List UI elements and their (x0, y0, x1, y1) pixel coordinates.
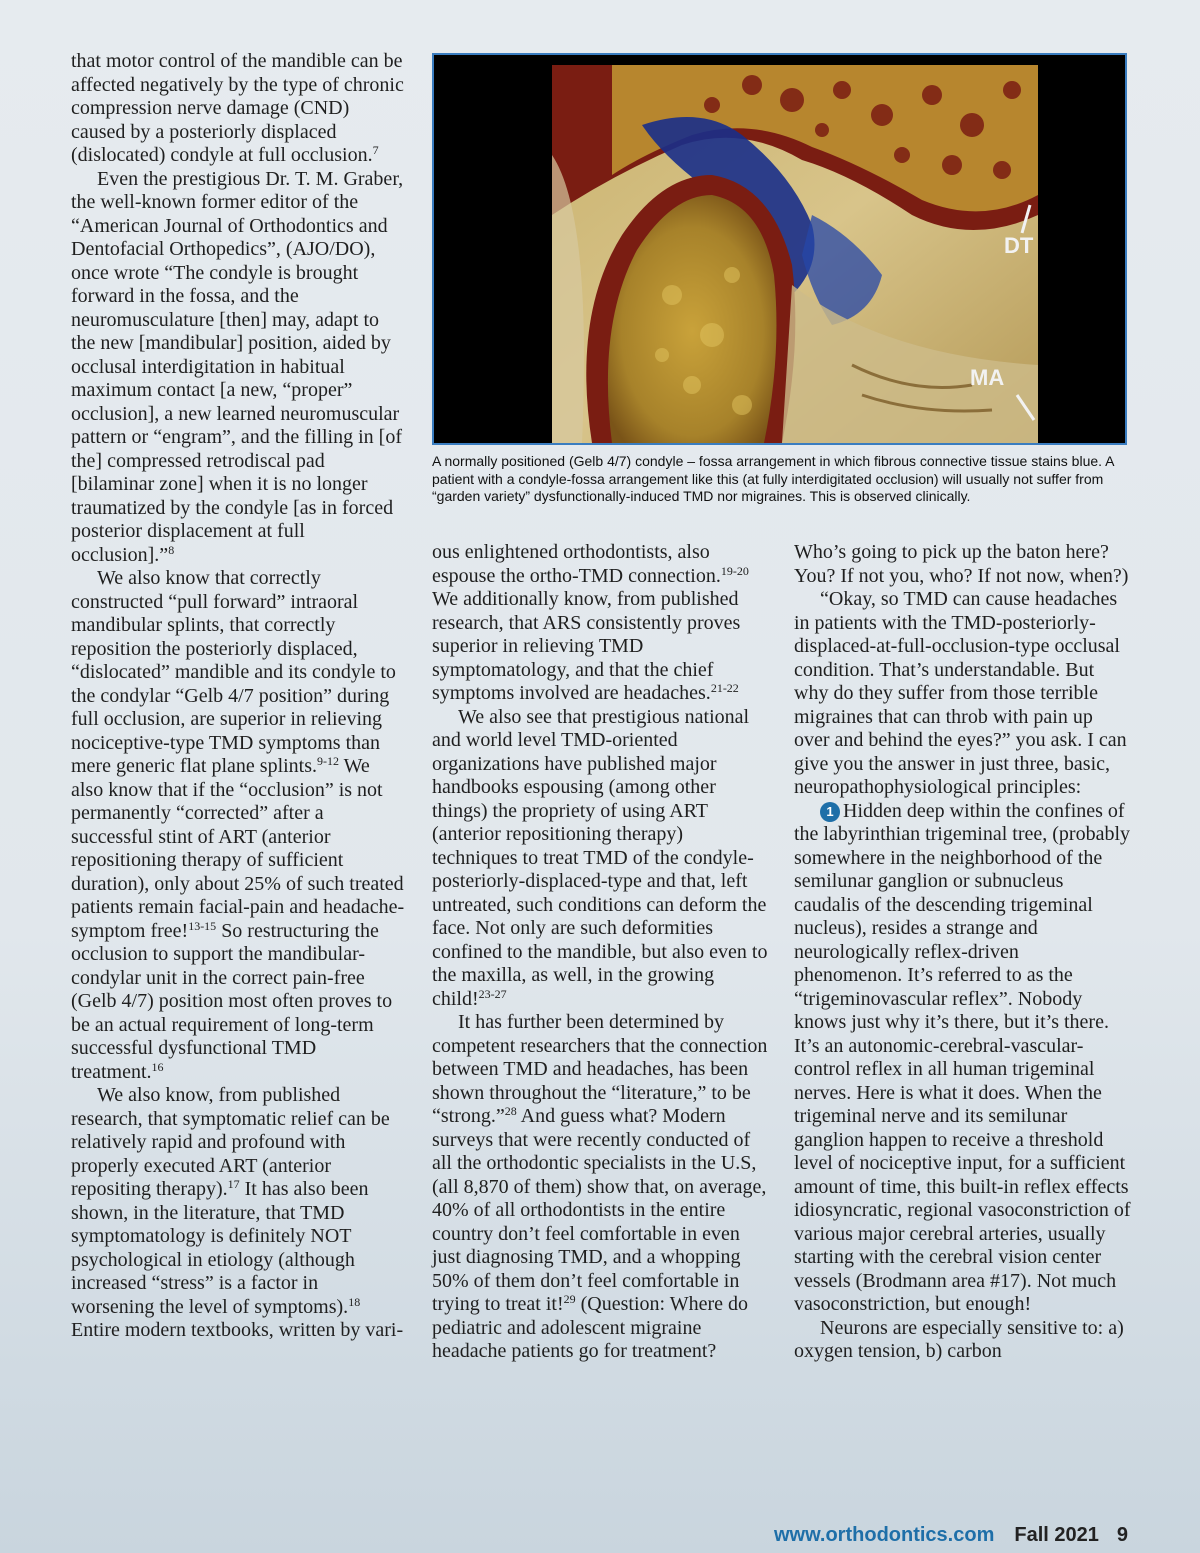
paragraph: ous enlightened orthodontists, also espouse the ortho-TMD connection.$^{19-20}$ We additionally know, from published research, that ARS consistently proves superior in relieving TMD symptomatology, and that the chief symptoms involved are headaches.$^{21-22}$ (432, 541, 749, 704)
figure-caption: A normally positioned (Gelb 4/7) condyle – fossa arrangement in which fibrous connective tissue stains blue. A patient with a condyle-fossa arrangement like this (at fully interdigitated occlusion) will usually not suffer from “garden variety” dysfunctionally-induced TMD nor migraines. This is observed clinically. (432, 453, 1114, 504)
paragraph: Who’s going to pick up the baton here? You? If not you, who? If not now, when?) (794, 541, 1129, 587)
figure-label-dt: DT (1004, 233, 1034, 258)
figure-label-ma: MA (970, 365, 1005, 390)
paragraph: that motor control of the mandible can be affected negatively by the type of chronic compression nerve damage (CND) caused by a posteriorly displaced (dislocated) condyle at full occlusion.$^7$ (71, 50, 404, 166)
page-footer (774, 1524, 1128, 1547)
paragraph: “Okay, so TMD can cause headaches in patients with the TMD-posteriorly-displaced-at-full-occlusion-type occlusal condition. That’s understandable. But why do they suffer from those terrible migraines that can throb with pain up over and behind the eyes?” you ask. I can give you the answer in just three, basic, neuropathophysiological principles: (794, 588, 1127, 798)
paragraph: Neurons are especially sensitive to: a) oxygen tension, b) carbon (794, 1316, 1124, 1362)
paragraph: 1 Hidden deep within the confines of the labyrinthian trigeminal tree, (probably somewhere in the neighborhood of the semilunar ganglion or subnucleus caudalis of the descending trigeminal nucleus), resides a strange and neurologically reflex-driven phenomenon. It’s referred to as the “trigeminovascular reflex”. Nobody knows just why it’s there, but it’s there. It’s an autonomic-cerebral-vascular-control reflex in all human trigeminal nerves. Here is what it does. When the trigeminal nerve and its semilunar ganglion happen to receive a threshold level of nociceptive input, for a sufficient amount of time, this built-in reflex effects idiosyncratic, regional vasoconstriction of various major cerebral arteries, usually starting with the cerebral vision center vessels (Brodmann area #17). Not much vasoconstriction, but enough! (794, 799, 1131, 1315)
text-column-3 (794, 541, 1132, 1364)
paragraph: It has further been determined by competent researchers that the connection between TMD and headaches, has been shown throughout the “literature,” to be “strong.”$^{28}$ And guess what? Modern surveys that were recently conducted of all the orthodontic specialists in the U.S, (all 8,870 of them) show that, on average, 40% of all orthodontists in the entire country don’t feel comfortable in even just diagnosing TMD, and a whopping 50% of them don’t feel comfortable in trying to treat it!$^{29}$ (Question: Where do pediatric and adolescent migraine headache patients go for treatment? (432, 1011, 768, 1362)
website-link[interactable]: www.orthodontics.com (773, 1524, 995, 1546)
figure-histology-image (432, 53, 1127, 445)
text-column-1 (71, 50, 406, 1343)
issue-season: Fall 2021 (1014, 1524, 1099, 1546)
histology-illustration (434, 55, 1125, 443)
paragraph: Even the prestigious Dr. T. M. Graber, the well-known former editor of the “American Journal of Orthodontics and Dentofacial Orthopedics”, (AJO/DO), once wrote “The condyle is brought forward in the fossa, and the neuromusculature [then] may, adapt to the new [mandibular] position, aided by occlusal interdigitation in habitual maximum contact [a new, “proper” occlusion], a new learned neuromuscular pattern or “engram”, and the filling in [of the] compressed retrodiscal pad [bilaminar zone] when it is no longer traumatized by the condyle [as in forced posterior displacement at full occlusion].”$^8$ (71, 167, 404, 566)
page-number: 9 (1116, 1524, 1128, 1546)
number-badge-icon: 1 (820, 802, 840, 822)
text-column-2 (432, 541, 768, 1364)
paragraph: We also know, from published research, that symptomatic relief can be relatively rapid and profound with properly executed ART (anterior repositing therapy).$^{17}$ It has also been shown, in the literature, that TMD symptomatology is definitely NOT psychological in etiology (although increased “stress” is a factor in worsening the level of symptoms).$^{18}$ Entire modern textbooks, written by vari- (71, 1084, 404, 1341)
paragraph: We also know that correctly constructed “pull forward” intraoral mandibular splints, that correctly reposition the posteriorly displaced, “dislocated” mandible and its condyle to the condylar “Gelb 4/7 position” during full occlusion, are superior in relieving nociceptive-type TMD symptoms than mere generic flat plane splints.$^{9-12}$ We also know that if the “occlusion” is not permanently “corrected” after a successful stint of ART (anterior repositioning therapy of sufficient duration), only about 25% of such treated patients remain facial-pain and headache-symptom free!$^{13-15}$ So restructuring the occlusion to support the mandibular-condylar unit in the correct pain-free (Gelb 4/7) position most often proves to be an actual requirement of long-term successful dysfunctional TMD treatment.$^{16}$ (71, 567, 405, 1083)
paragraph: We also see that prestigious national and world level TMD-oriented organizations have published major handbooks espousing (among other things) the propriety of using ART (anterior repositioning therapy) techniques to treat TMD of the condyle-posteriorly-displaced-type and that, left untreated, such conditions can deform the face. Not only are such deformities confined to the mandible, but also even to the maxilla, as well, in the growing child!$^{23-27}$ (432, 705, 768, 1010)
